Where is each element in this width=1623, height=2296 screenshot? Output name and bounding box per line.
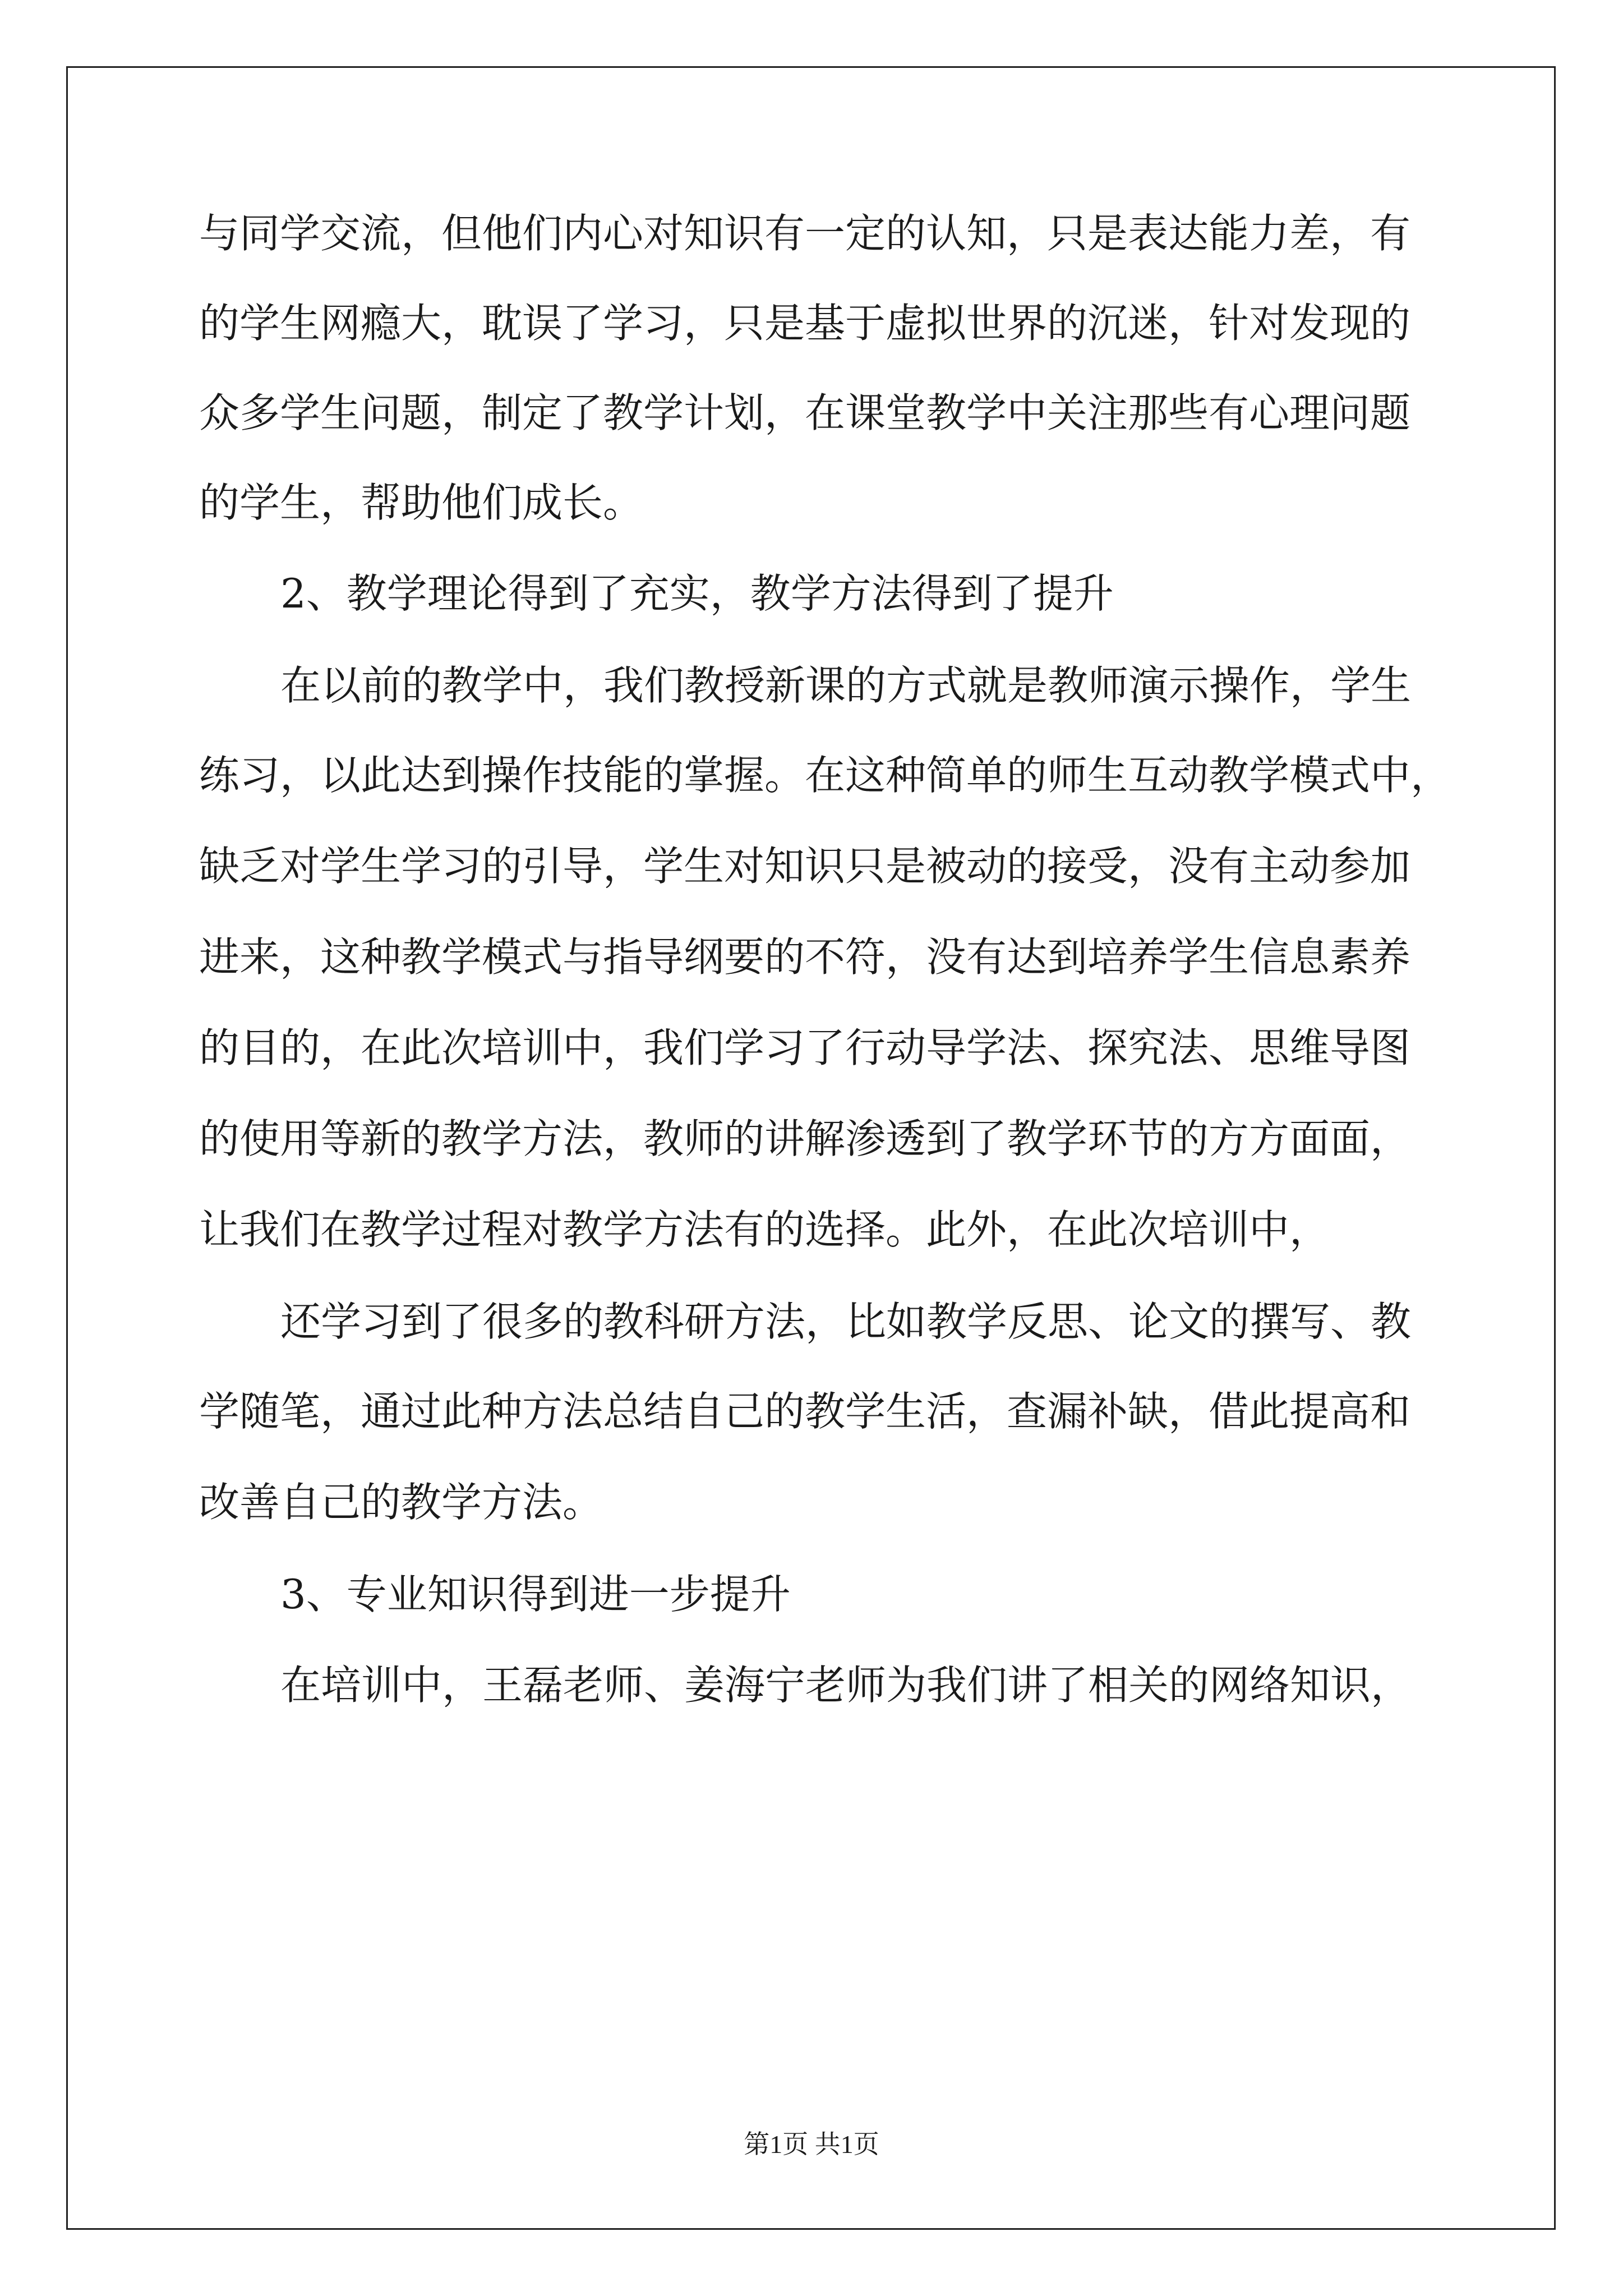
text-line: 众多学生问题，制定了教学计划，在课堂教学中关注那些有心理问题	[199, 389, 1411, 436]
text-line: 在以前的教学中，我们教授新课的方式就是教师演示操作，学生	[280, 662, 1412, 709]
section-heading: 3、专业知识得到进一步提升	[280, 1571, 791, 1618]
text-line: 学随笔，通过此种方法总结自己的教学生活，查漏补缺，借此提高和	[199, 1388, 1411, 1435]
text-line: 与同学交流，但他们内心对知识有一定的认知，只是表达能力差，有	[199, 210, 1411, 257]
section-heading: 2、教学理论得到了充实，教学方法得到了提升	[280, 570, 1114, 617]
text-line: 进来，这种教学模式与指导纲要的不符，没有达到培养学生信息素养	[199, 933, 1411, 981]
text-line: 的使用等新的教学方法，教师的讲解渗透到了教学环节的方方面面，	[199, 1115, 1411, 1162]
text-line: 让我们在教学过程对教学方法有的选择。此外，在此次培训中，	[199, 1206, 1330, 1253]
text-line: 还学习到了很多的教科研方法，比如教学反思、论文的撰写、教	[280, 1298, 1412, 1345]
text-line: 在培训中，王磊老师、姜海宁老师为我们讲了相关的网络知识，	[280, 1662, 1412, 1709]
text-line: 的学生网瘾大，耽误了学习，只是基于虚拟世界的沉迷，针对发现的	[199, 300, 1411, 347]
text-line: 的学生，帮助他们成长。	[199, 479, 644, 526]
text-line: 练习，以此达到操作技能的掌握。在这种简单的师生互动教学模式中，	[199, 752, 1451, 799]
text-line: 缺乏对学生学习的引导，学生对知识只是被动的接受，没有主动参加	[199, 843, 1411, 890]
text-line: 改善自己的教学方法。	[199, 1479, 603, 1526]
text-line: 的目的，在此次培训中，我们学习了行动导学法、探究法、思维导图	[199, 1024, 1411, 1071]
page-footer: 第1页 共1页	[744, 2130, 879, 2159]
